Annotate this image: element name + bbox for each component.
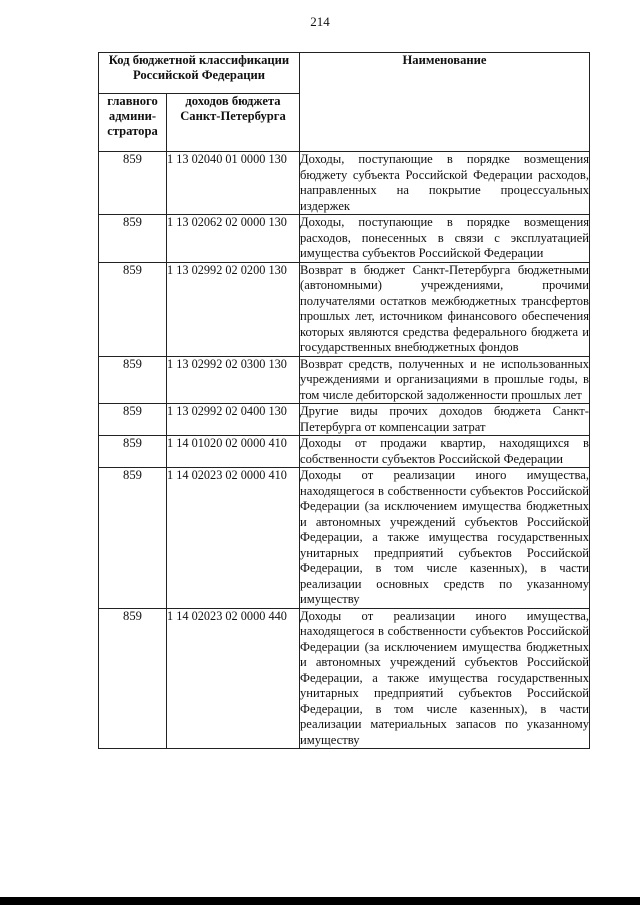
admin-code-cell: 859 <box>99 356 167 404</box>
table-row <box>99 608 590 749</box>
revenue-code-cell: 1 14 01020 02 0000 410 <box>167 436 300 468</box>
admin-code-cell: 859 <box>99 215 167 263</box>
admin-code-cell: 859 <box>99 608 167 749</box>
table-row <box>99 468 590 609</box>
classification-code-header: Код бюджетной классификации Российской Федерации <box>99 53 300 94</box>
table-row <box>99 262 590 356</box>
name-column-header: Наименование <box>300 53 590 152</box>
admin-code-cell: 859 <box>99 468 167 609</box>
revenue-code-cell: 1 14 02023 02 0000 410 <box>167 468 300 609</box>
revenue-code-cell: 1 13 02992 02 0300 130 <box>167 356 300 404</box>
revenue-name-cell: Возврат в бюджет Санкт-Петербурга бюджетными (автономными) учреждениями, прочими получателями остатков межбюджетных трансфертов прошлых лет, источником финансового обеспечения которых являются средства федерального бюджета и государственных внебюджетных фондов <box>300 262 589 354</box>
budget-classification-table <box>98 52 590 749</box>
chief-administrator-header: главного админи-стратора <box>99 94 167 152</box>
admin-code-cell: 859 <box>99 436 167 468</box>
table-row <box>99 404 590 436</box>
admin-code-cell: 859 <box>99 404 167 436</box>
revenue-name-cell: Другие виды прочих доходов бюджета Санкт-Петербурга от компенсации затрат <box>300 404 589 434</box>
revenue-name-cell: Доходы от продажи квартир, находящихся в собственности субъектов Российской Федерации <box>300 436 589 466</box>
revenue-name-cell: Доходы от реализации иного имущества, находящегося в собственности субъектов Российской Федерации (за исключением имущества бюджетных и автономных учреждений субъектов Российской Федерации, а также имущества государственных унитарных предприятий субъектов Российской Федерации, в том числе казенных), в части реализации основных средств по указанному имуществу <box>300 468 589 606</box>
budget-revenue-header: доходов бюджета Санкт-Петербурга <box>167 94 300 152</box>
revenue-name-cell: Доходы от реализации иного имущества, находящегося в собственности субъектов Российской Федерации (за исключением имущества бюджетных и автономных учреждений субъектов Российской Федерации, а также имущества государственных унитарных предприятий субъектов Российской Федерации, в том числе казенных), в части реализации материальных запасов по указанному имуществу <box>300 608 589 747</box>
revenue-name-cell: Доходы, поступающие в порядке возмещения бюджету субъекта Российской Федерации расходов, направленных на покрытие процессуальных издержек <box>300 152 589 213</box>
revenue-code-cell: 1 14 02023 02 0000 440 <box>167 608 300 749</box>
table-row <box>99 215 590 263</box>
table-row <box>99 152 590 215</box>
revenue-code-cell: 1 13 02062 02 0000 130 <box>167 215 300 263</box>
table-row <box>99 436 590 468</box>
admin-code-cell: 859 <box>99 152 167 215</box>
revenue-code-cell: 1 13 02992 02 0400 130 <box>167 404 300 436</box>
revenue-code-cell: 1 13 02992 02 0200 130 <box>167 262 300 356</box>
revenue-name-cell: Доходы, поступающие в порядке возмещения расходов, понесенных в связи с эксплуатацией имущества субъектов Российской Федерации <box>300 215 589 260</box>
table-row <box>99 356 590 404</box>
page-number: 214 <box>310 14 330 29</box>
admin-code-cell: 859 <box>99 262 167 356</box>
scan-bottom-edge <box>0 897 640 905</box>
revenue-name-cell: Возврат средств, полученных и не использованных учреждениями и организациями в прошлые годы, в том числе дебиторской задолженности прошлых лет <box>300 356 589 402</box>
revenue-code-cell: 1 13 02040 01 0000 130 <box>167 152 300 215</box>
